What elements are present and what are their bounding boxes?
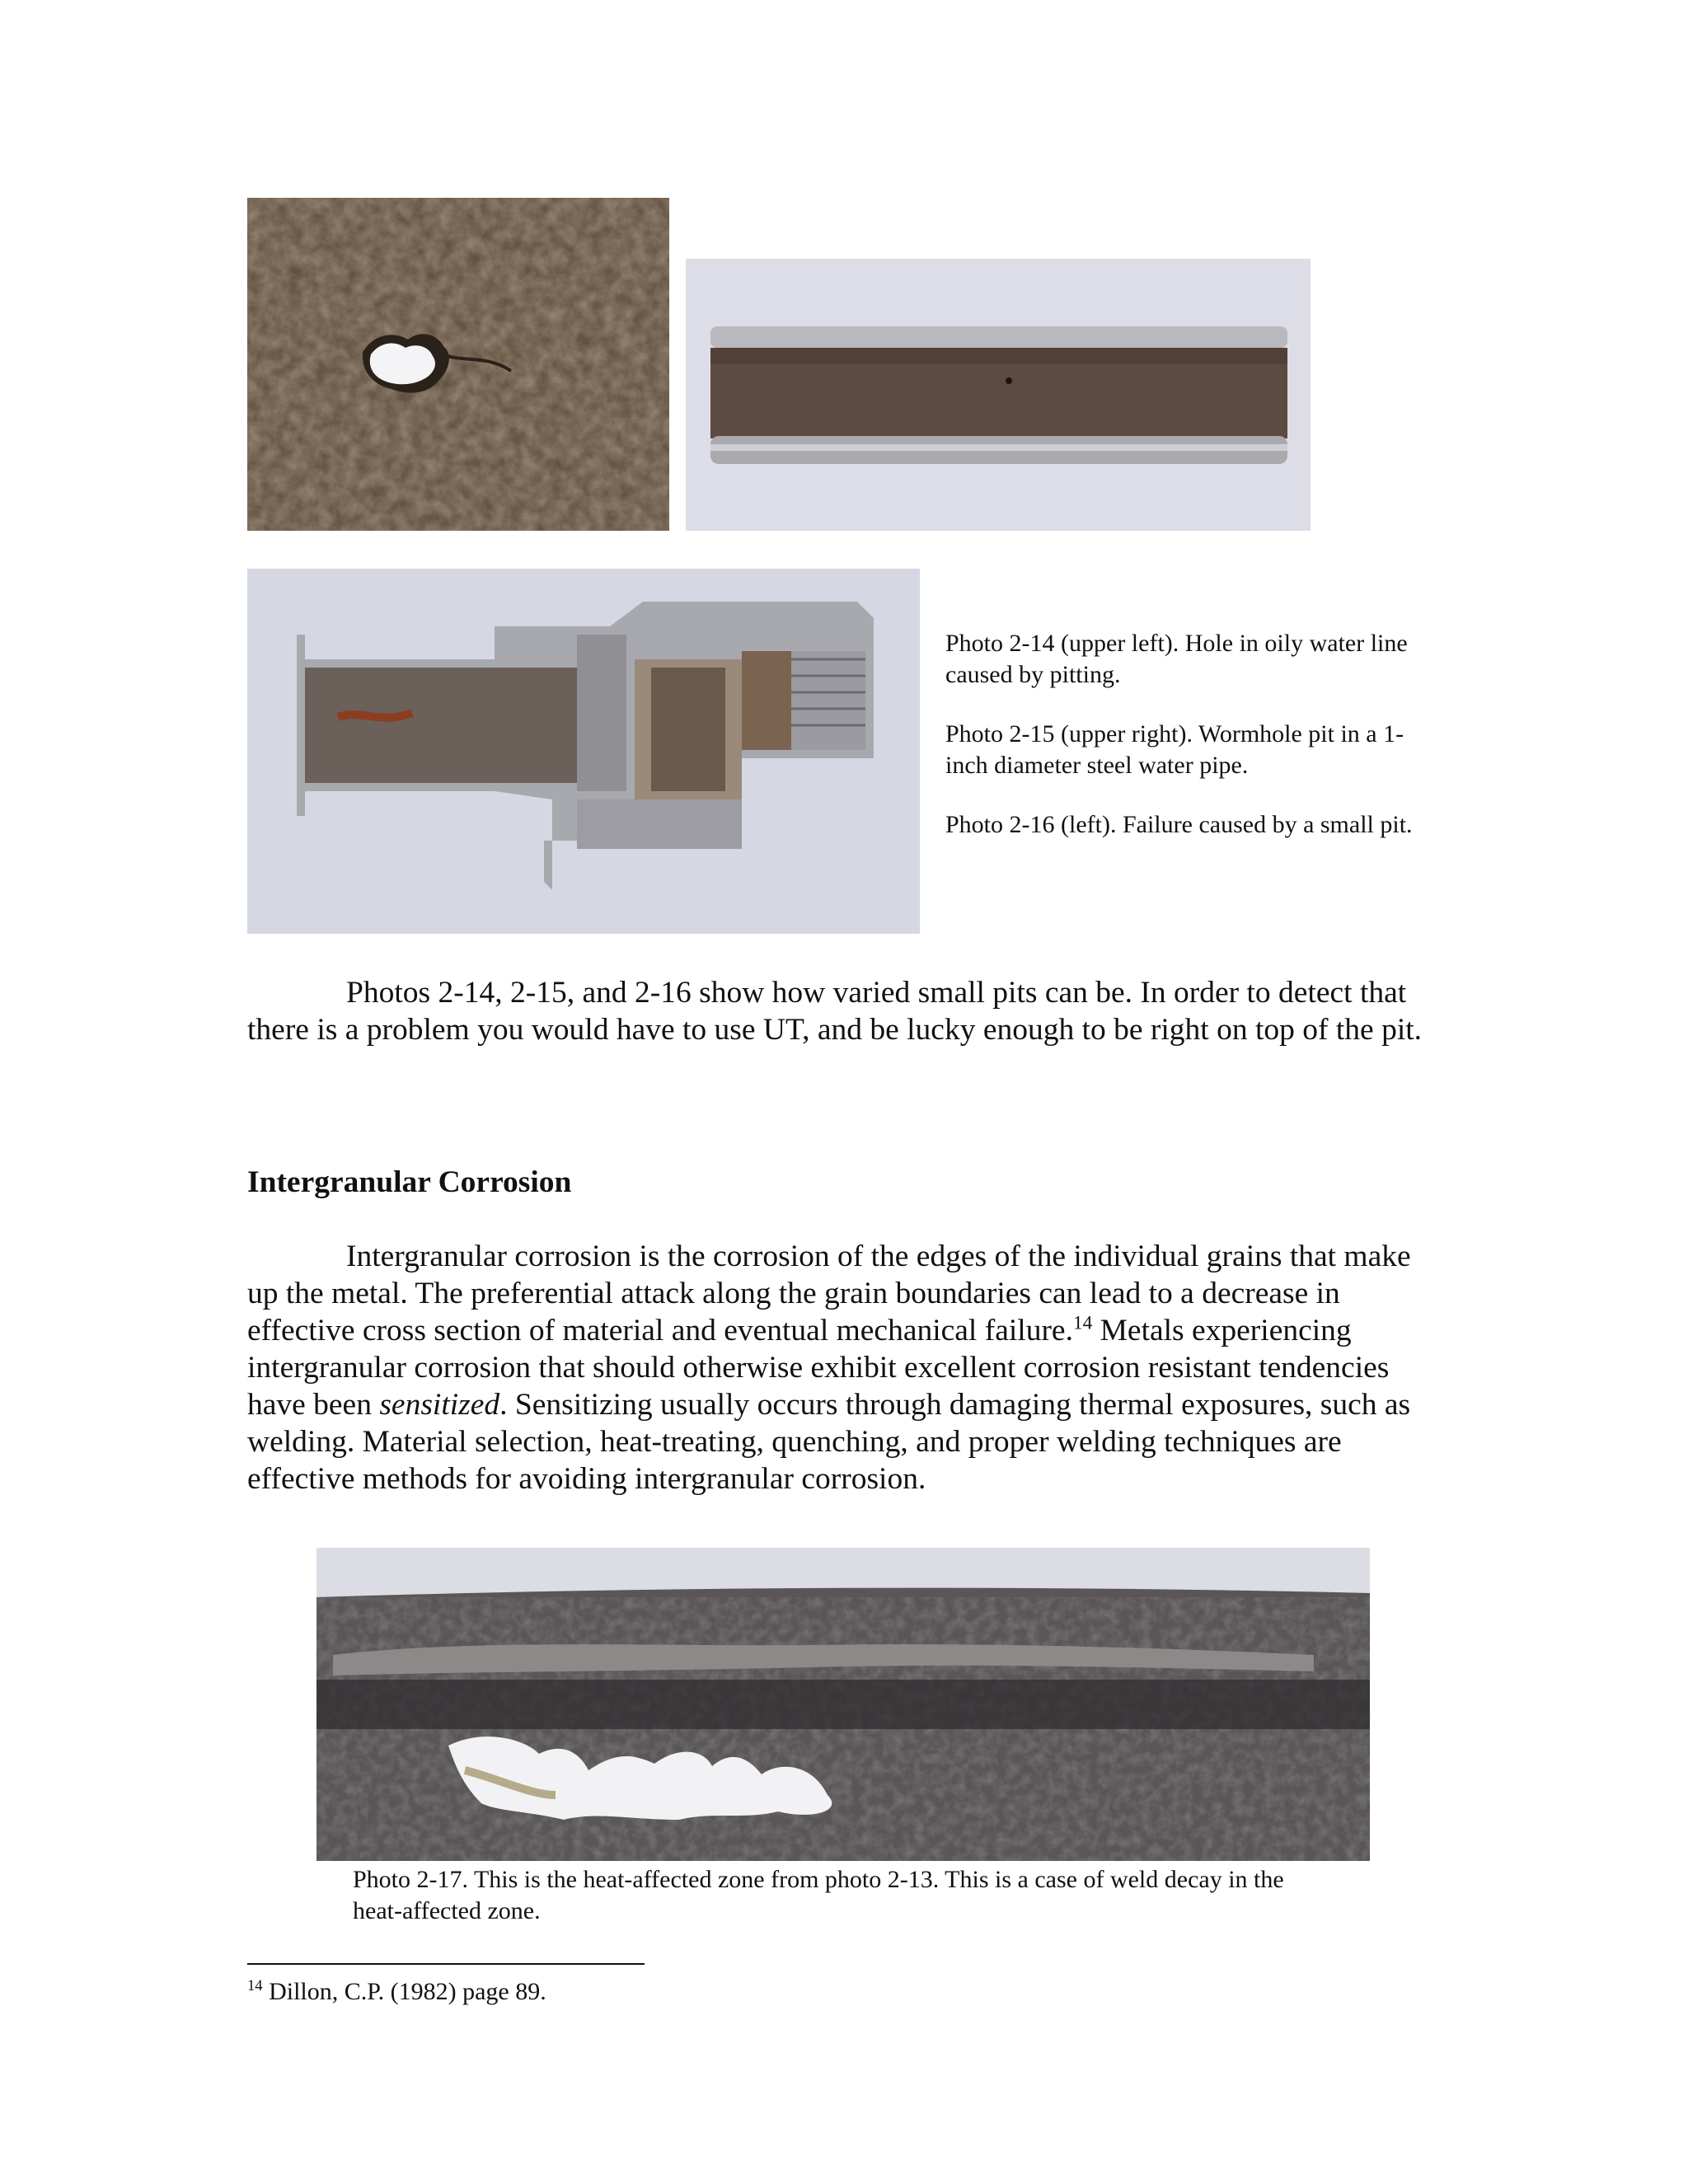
caption-photo-2-14: Photo 2-14 (upper left). Hole in oily water line caused by pitting.: [945, 630, 1408, 689]
photo-captions-group: [945, 628, 1440, 869]
section-heading: Intergranular Corrosion: [247, 1165, 572, 1199]
intergranular-text-1: Intergranular corrosion is the corrosion of the edges of the individual grains that make up the metal. The preferential attack along the grain boundaries can lead to a decrease in effective cross section of material and eventual mechanical failure.: [247, 1240, 1411, 1347]
photo-2-15-wormhole-pipe: [686, 259, 1311, 531]
photo-2-16-failed-fitting: [247, 569, 920, 934]
footnote-number: 14: [247, 1977, 263, 1994]
footnote-text: Dillon, C.P. (1982) page 89.: [262, 1978, 546, 2005]
footnote: [247, 1978, 546, 2006]
intergranular-text-2: Metals experiencing intergranular corrosion that should otherwise exhibit excellent corrosion resistant tendencies have been: [247, 1314, 1390, 1422]
pits-paragraph-text: Photos 2-14, 2-15, and 2-16 show how varied small pits can be. In order to detect that there is a problem you would have to use UT, and be lucky enough to be right on top of the pit.: [247, 976, 1423, 1047]
intergranular-paragraph: [247, 1238, 1438, 1497]
photo-2-14-pitted-hole: [247, 198, 669, 531]
photo-2-17-weld-decay: [316, 1548, 1370, 1861]
footnote-reference[interactable]: 14: [1072, 1312, 1093, 1334]
footnote-divider: [247, 1963, 645, 1965]
pits-paragraph: [247, 974, 1438, 1048]
caption-photo-2-15: Photo 2-15 (upper right). Wormhole pit in a 1-inch diameter steel water pipe.: [945, 720, 1404, 780]
caption-photo-2-17: Photo 2-17. This is the heat-affected zone from photo 2-13. This is a case of weld decay in the heat-affected zone.: [353, 1866, 1284, 1924]
caption-photo-2-16: Photo 2-16 (left). Failure caused by a small pit.: [945, 811, 1413, 839]
intergranular-text-3: . Sensitizing usually occurs through damaging thermal exposures, such as welding. Material selection, heat-treating, quenching, and proper welding techniques are effective methods for avoiding intergranular corrosion.: [247, 1388, 1411, 1496]
emphasis-sensitized: sensitized: [379, 1388, 500, 1422]
